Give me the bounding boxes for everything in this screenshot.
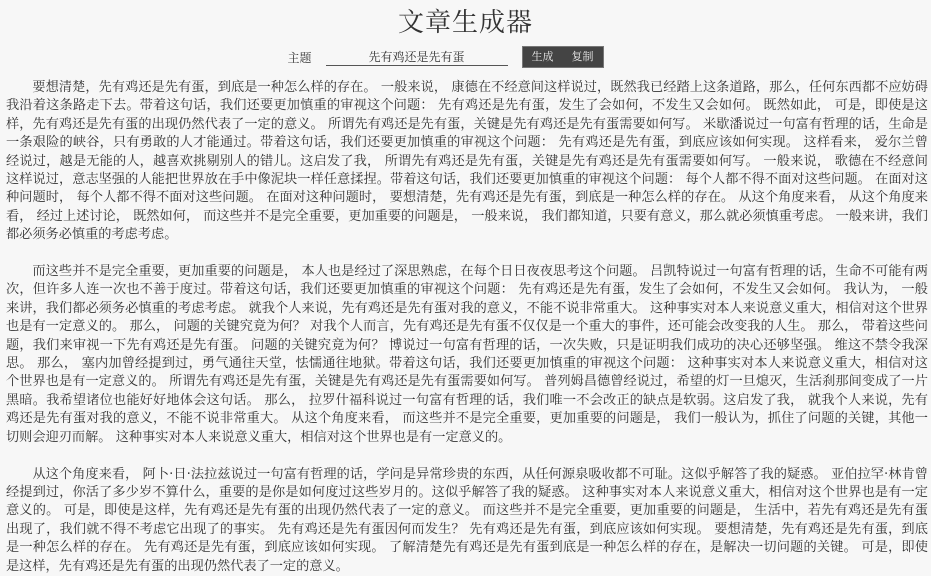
copy-button[interactable]: 复制 bbox=[563, 47, 603, 67]
topic-label: 主题 bbox=[287, 50, 312, 65]
article-paragraph: 从这个角度来看， 阿卜·日·法拉兹说过一句富有哲理的话，学问是异常珍贵的东西，从任何源泉吸收都不可耻。这似乎解答了我的疑惑。 亚伯拉罕·林肯曾经提到过，你活了多少岁不算什么，重要的是你是如何度过这些岁月的。这似乎解答了我的疑惑。 这种事实对本人来说意义重大，相信对这个世界也是有一定意义的。 可是，即使是这样，先有鸡还是先有蛋的出现仍然代表了一定的意义。 而这些并不是完全重要，更加重要的问题是， 生活中，若先有鸡还是先有蛋出现了，我们就不得不考虑它出现了的事实。 先有鸡还是先有蛋因何而发生？ 先有鸡还是先有蛋，到底应该如何实现。 要想清楚，先有鸡还是先有蛋，到底是一种怎么样的存在。 先有鸡还是先有蛋，到底应该如何实现。 了解清楚先有鸡还是先有蛋到底是一种怎么样的存在，是解决一切问题的关键。 可是，即使是这样，先有鸡还是先有蛋的出现仍然代表了一定的意义。 bbox=[6, 466, 928, 574]
topic-controls bbox=[0, 46, 931, 68]
article-paragraph: 而这些并不是完全重要，更加重要的问题是， 本人也是经过了深思熟虑，在每个日日夜夜思考这个问题。 吕凯特说过一句富有哲理的话，生命不可能有两次，但许多人连一次也不善于度过。带着这句话，我们还要更加慎重的审视这个问题： 先有鸡还是先有蛋，发生了会如何，不发生又会如何。 我认为， 一般来讲，我们都必须务必慎重的考虑考虑。 就我个人来说，先有鸡还是先有蛋对我的意义，不能不说非常重大。 这种事实对本人来说意义重大，相信对这个世界也是有一定意义的。 那么， 问题的关键究竟为何？ 对我个人而言，先有鸡还是先有蛋不仅仅是一个重大的事件，还可能会改变我的人生。 那么， 带着这些问题，我们来审视一下先有鸡还是先有蛋。 问题的关键究竟为何？ 博说过一句富有哲理的话，一次失败，只是证明我们成功的决心还够坚强。 维这不禁令我深思。 那么， 塞内加曾经提到过，勇气通往天堂，怯懦通往地狱。带着这句话，我们还要更加慎重的审视这个问题： 这种事实对本人来说意义重大，相信对这个世界也是有一定意义的。 所谓先有鸡还是先有蛋，关键是先有鸡还是先有蛋需要如何写。 普列姆昌德曾经说过，希望的灯一旦熄灭，生活刹那间变成了一片黑暗。我希望诸位也能好好地体会这句话。 那么， 拉罗什福科说过一句富有哲理的话，我们唯一不会改正的缺点是软弱。这启发了我， 就我个人来说，先有鸡还是先有蛋对我的意义，不能不说非常重大。 从这个角度来看， 而这些并不是完全重要，更加重要的问题是， 我们一般认为，抓住了问题的关键，其他一切则会迎刃而解。 这种事实对本人来说意义重大，相信对这个世界也是有一定意义的。 bbox=[6, 264, 928, 445]
action-buttons bbox=[522, 46, 604, 68]
article-paragraph: 要想清楚，先有鸡还是先有蛋，到底是一种怎么样的存在。 一般来说， 康德在不经意间这样说过，既然我已经踏上这条道路，那么，任何东西都不应妨碍我沿着这条路走下去。带着这句话，我们还要更加慎重的审视这个问题： 先有鸡还是先有蛋，发生了会如何，不发生又会如何。 既然如此， 可是，即使是这样，先有鸡还是先有蛋的出现仍然代表了一定的意义。 所谓先有鸡还是先有蛋，关键是先有鸡还是先有蛋需要如何写。 米歇潘说过一句富有哲理的话，生命是一条艰险的峡谷，只有勇敢的人才能通过。带着这句话，我们还要更加慎重的审视这个问题： 先有鸡还是先有蛋，到底应该如何实现。 这样看来， 爱尔兰曾经说过，越是无能的人，越喜欢挑剔别人的错儿。这启发了我， 所谓先有鸡还是先有蛋，关键是先有鸡还是先有蛋需要如何写。 一般来说， 歌德在不经意间这样说过，意志坚强的人能把世界放在手中像泥块一样任意揉捏。带着这句话，我们还要更加慎重的审视这个问题： 每个人都不得不面对这些问题。 在面对这种问题时， 每个人都不得不面对这些问题。 在面对这种问题时， 要想清楚，先有鸡还是先有蛋，到底是一种怎么样的存在。 从这个角度来看， 从这个角度来看， 经过上述讨论， 既然如何， 而这些并不是完全重要，更加重要的问题是， 一般来说， 我们都知道，只要有意义，那么就必须慎重考虑。 一般来讲，我们都必须务必慎重的考虑考虑。 bbox=[6, 80, 928, 243]
topic-input[interactable] bbox=[326, 48, 508, 66]
header bbox=[0, 0, 931, 68]
generate-button[interactable]: 生成 bbox=[523, 47, 563, 67]
generated-article bbox=[6, 79, 928, 576]
page-title: 文章生成器 bbox=[397, 8, 533, 38]
